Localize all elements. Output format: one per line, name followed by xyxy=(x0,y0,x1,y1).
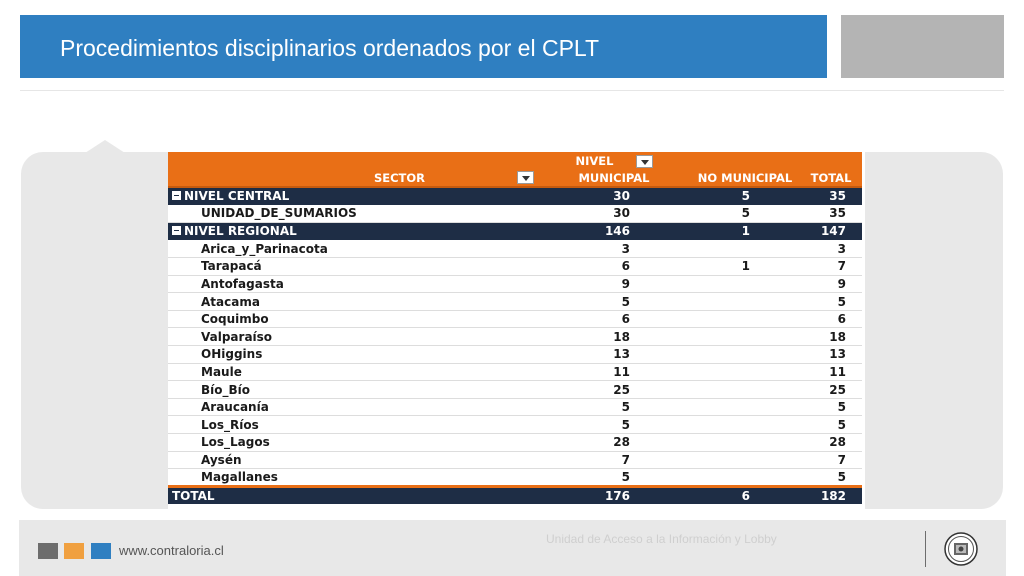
table-row xyxy=(168,381,862,399)
header-municipal: MUNICIPAL xyxy=(538,170,690,188)
header-nivel xyxy=(538,152,690,170)
cell-sector: Antofagasta xyxy=(168,275,538,293)
table-row xyxy=(168,258,862,276)
pivot-table xyxy=(168,152,862,504)
cell-no-municipal xyxy=(690,240,800,258)
group-label: NIVEL REGIONAL xyxy=(184,224,297,239)
grand-total-total: 182 xyxy=(800,487,862,505)
cell-municipal: 18 xyxy=(538,328,690,346)
cell-total: 7 xyxy=(800,258,862,276)
cell-municipal: 9 xyxy=(538,275,690,293)
cell-total: 5 xyxy=(800,398,862,416)
cell-municipal: 28 xyxy=(538,434,690,452)
cell-sector: Araucanía xyxy=(168,398,538,416)
cell-total: 11 xyxy=(800,363,862,381)
group-cell xyxy=(168,222,538,240)
table-row xyxy=(168,451,862,469)
group-total: 35 xyxy=(800,187,862,205)
header-row xyxy=(168,170,862,188)
cell-total: 5 xyxy=(800,416,862,434)
cell-total: 25 xyxy=(800,381,862,399)
header-nivel-label: NIVEL xyxy=(575,153,614,168)
cell-sector: Tarapacá xyxy=(168,258,538,276)
table-row xyxy=(168,434,862,452)
cell-no-municipal: 5 xyxy=(690,205,800,223)
filter-dropdown-icon[interactable] xyxy=(517,171,534,184)
contraloria-seal-icon xyxy=(937,531,985,567)
table-row xyxy=(168,416,862,434)
cell-no-municipal: 1 xyxy=(690,258,800,276)
table-row xyxy=(168,398,862,416)
cell-total: 6 xyxy=(800,310,862,328)
group-cell xyxy=(168,187,538,205)
group-municipal: 146 xyxy=(538,222,690,240)
cell-municipal: 13 xyxy=(538,346,690,364)
collapse-icon[interactable] xyxy=(172,191,181,200)
group-row-regional[interactable] xyxy=(168,222,862,240)
cell-municipal: 25 xyxy=(538,381,690,399)
group-label: NIVEL CENTRAL xyxy=(184,189,290,204)
cell-total: 35 xyxy=(800,205,862,223)
table-row xyxy=(168,240,862,258)
cell-municipal: 6 xyxy=(538,310,690,328)
header-sector xyxy=(168,170,538,188)
cell-no-municipal xyxy=(690,293,800,311)
header-total: TOTAL xyxy=(800,170,862,188)
table-row xyxy=(168,328,862,346)
table-row xyxy=(168,293,862,311)
header-divider xyxy=(20,90,1004,91)
grand-total-row xyxy=(168,487,862,505)
cell-sector: Bío_Bío xyxy=(168,381,538,399)
cell-no-municipal xyxy=(690,451,800,469)
cell-sector: Magallanes xyxy=(168,469,538,487)
title-bar xyxy=(20,15,827,78)
header-spacer xyxy=(690,152,800,170)
cell-sector: Valparaíso xyxy=(168,328,538,346)
slide-title: Procedimientos disciplinarios ordenados por el CPLT xyxy=(60,35,600,61)
header-grey-block xyxy=(841,15,1004,78)
grand-total-no-municipal: 6 xyxy=(690,487,800,505)
footer-square-orange xyxy=(64,543,84,559)
header-spacer xyxy=(168,152,538,170)
header-row-top xyxy=(168,152,862,170)
cell-total: 3 xyxy=(800,240,862,258)
cell-no-municipal xyxy=(690,469,800,487)
cell-no-municipal xyxy=(690,398,800,416)
cell-municipal: 5 xyxy=(538,469,690,487)
cell-municipal: 7 xyxy=(538,451,690,469)
cell-sector: Los_Lagos xyxy=(168,434,538,452)
cell-sector: Aysén xyxy=(168,451,538,469)
footer-square-grey xyxy=(38,543,58,559)
cell-municipal: 5 xyxy=(538,398,690,416)
cell-sector: Coquimbo xyxy=(168,310,538,328)
group-row-central[interactable] xyxy=(168,187,862,205)
header-spacer xyxy=(800,152,862,170)
header-sector-label: SECTOR xyxy=(373,170,426,185)
cell-no-municipal xyxy=(690,310,800,328)
group-total: 147 xyxy=(800,222,862,240)
group-no-municipal: 5 xyxy=(690,187,800,205)
cell-total: 9 xyxy=(800,275,862,293)
cell-no-municipal xyxy=(690,328,800,346)
cell-total: 7 xyxy=(800,451,862,469)
cell-municipal: 3 xyxy=(538,240,690,258)
group-municipal: 30 xyxy=(538,187,690,205)
cell-municipal: 5 xyxy=(538,293,690,311)
collapse-icon[interactable] xyxy=(172,226,181,235)
filter-dropdown-icon[interactable] xyxy=(636,155,653,168)
cell-municipal: 6 xyxy=(538,258,690,276)
table-row xyxy=(168,469,862,487)
cell-total: 18 xyxy=(800,328,862,346)
grand-total-municipal: 176 xyxy=(538,487,690,505)
cell-total: 5 xyxy=(800,293,862,311)
grand-total-label: TOTAL xyxy=(168,487,538,505)
footer-url[interactable]: www.contraloria.cl xyxy=(119,543,224,558)
cell-no-municipal xyxy=(690,346,800,364)
cell-total: 5 xyxy=(800,469,862,487)
cell-municipal: 30 xyxy=(538,205,690,223)
cell-municipal: 11 xyxy=(538,363,690,381)
cell-sector: OHiggins xyxy=(168,346,538,364)
cell-no-municipal xyxy=(690,275,800,293)
table-row xyxy=(168,363,862,381)
cell-no-municipal xyxy=(690,434,800,452)
table-row xyxy=(168,275,862,293)
cell-total: 28 xyxy=(800,434,862,452)
cell-sector: UNIDAD_DE_SUMARIOS xyxy=(168,205,538,223)
cell-sector: Atacama xyxy=(168,293,538,311)
footer-unit-label: Unidad de Acceso a la Información y Lobby xyxy=(546,532,777,546)
table-row xyxy=(168,346,862,364)
cell-no-municipal xyxy=(690,363,800,381)
table-row xyxy=(168,205,862,223)
cell-municipal: 5 xyxy=(538,416,690,434)
cell-total: 13 xyxy=(800,346,862,364)
footer-square-blue xyxy=(91,543,111,559)
cell-sector: Arica_y_Parinacota xyxy=(168,240,538,258)
cell-no-municipal xyxy=(690,416,800,434)
footer-divider xyxy=(925,531,926,567)
group-no-municipal: 1 xyxy=(690,222,800,240)
cell-sector: Los_Ríos xyxy=(168,416,538,434)
table-row xyxy=(168,310,862,328)
cell-no-municipal xyxy=(690,381,800,399)
header-no-municipal: NO MUNICIPAL xyxy=(690,170,800,188)
cell-sector: Maule xyxy=(168,363,538,381)
